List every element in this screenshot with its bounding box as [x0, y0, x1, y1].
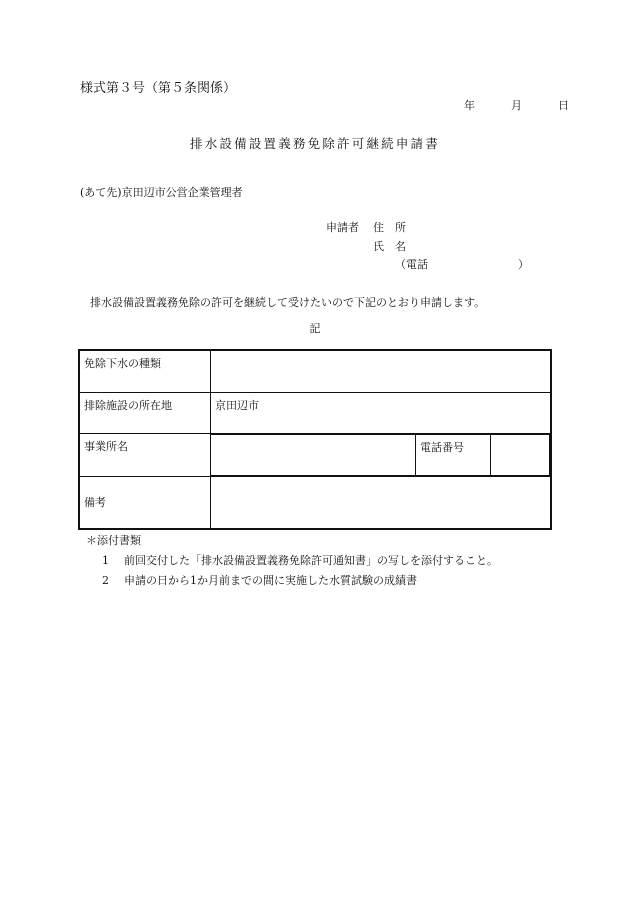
remarks-label: 備考 [79, 476, 211, 529]
attachment-text: 前回交付した「排水設備設置義務免除許可通知書」の写しを添付すること。 [124, 554, 498, 567]
table-row-facility-location [79, 392, 551, 433]
date-day-label: 日 [558, 99, 569, 112]
facility-location-label: 排除施設の所在地 [79, 392, 211, 433]
phone-open: （電話 [395, 258, 428, 271]
remarks-field[interactable] [211, 476, 552, 529]
attachment-text: 申請の日から1か月前までの間に実施した水質試験の成績書 [124, 574, 417, 587]
phone-close: ） [518, 258, 529, 271]
date-line [464, 100, 569, 111]
attachment-number: 1 [102, 554, 109, 567]
table-row-sewage-type [79, 350, 551, 392]
sewage-type-label: 免除下水の種類 [79, 350, 211, 392]
application-table [78, 349, 552, 530]
business-name-label: 事業所名 [79, 433, 211, 476]
table-row-remarks [79, 476, 551, 529]
date-year-label: 年 [464, 99, 475, 112]
addressee: (あて先)京田辺市公営企業管理者 [80, 186, 243, 199]
attachment-item [102, 555, 498, 566]
applicant-label: 申請者 [326, 221, 359, 234]
document-title: 排水設備設置義務免除許可継続申請書 [190, 136, 440, 151]
attachment-item [102, 575, 417, 586]
phone-number-label: 電話番号 [416, 434, 491, 475]
attachment-number: 2 [102, 574, 109, 587]
business-name-field[interactable] [211, 434, 416, 475]
applicant-address-label: 住 所 [373, 221, 406, 234]
applicant-name-label: 氏 名 [373, 240, 406, 253]
business-inner-table [211, 434, 550, 476]
applicant-phone-line [395, 259, 529, 270]
date-month-label: 月 [511, 99, 522, 112]
attachments-heading: ＊添付書類 [86, 534, 141, 547]
body-text: 排水設備設置義務免除の許可を継続して受けたいので下記のとおり申請します。 [90, 296, 486, 309]
form-number: 様式第３号（第５条関係） [80, 81, 237, 96]
business-cell [211, 433, 552, 476]
ki-label: 記 [309, 322, 321, 335]
phone-number-field[interactable] [491, 434, 550, 475]
facility-location-field[interactable]: 京田辺市 [211, 392, 552, 433]
table-row-business [79, 433, 551, 476]
sewage-type-field[interactable] [211, 350, 552, 392]
